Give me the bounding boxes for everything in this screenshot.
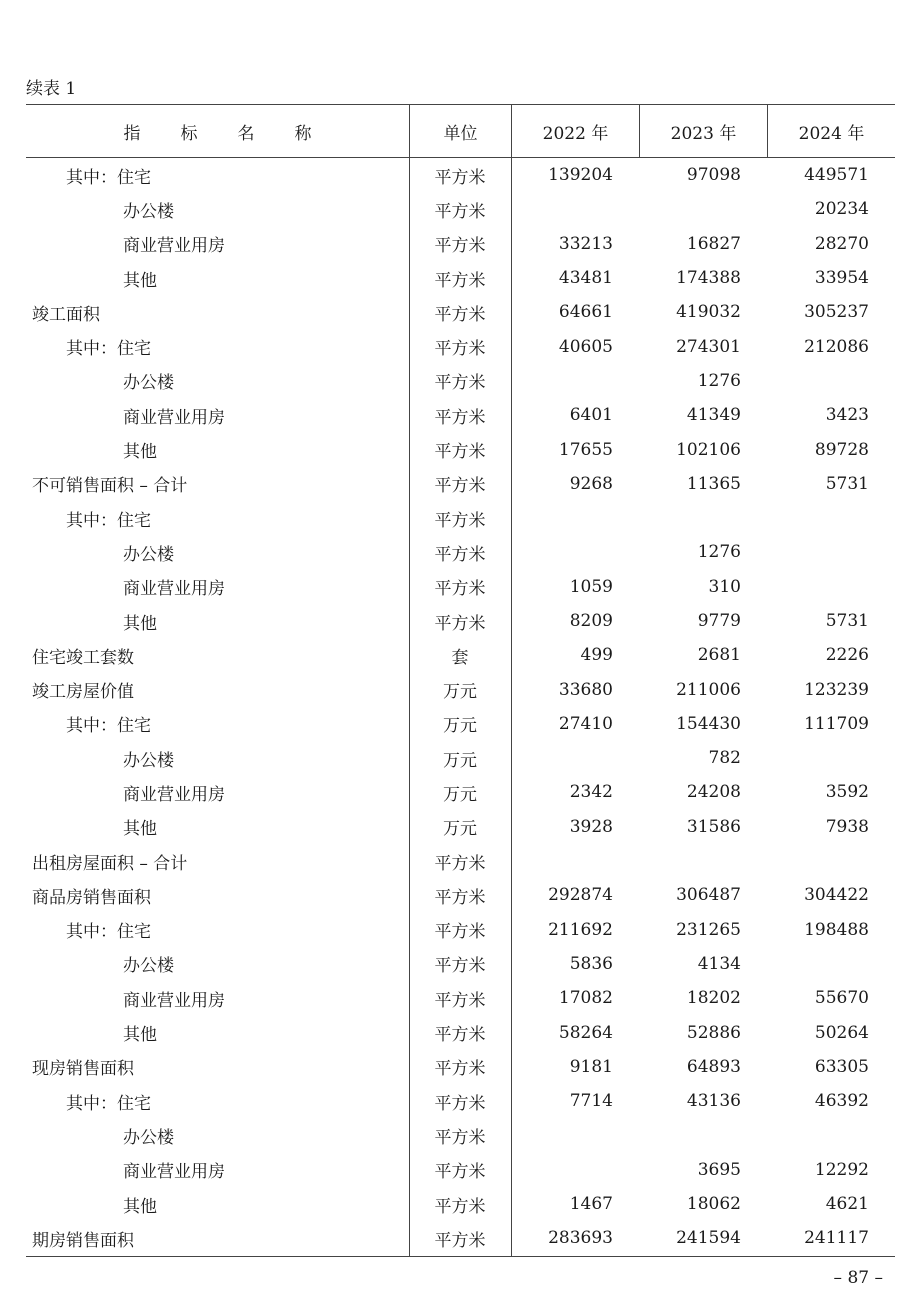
row-value-2023: 154430 xyxy=(676,713,741,734)
row-value-2022: 8209 xyxy=(569,611,613,631)
row-unit: 平方米 xyxy=(434,304,486,325)
row-unit: 平方米 xyxy=(434,1230,486,1251)
row-unit: 平方米 xyxy=(434,922,486,943)
row-value-2022: 292874 xyxy=(548,885,613,906)
row-unit: 万元 xyxy=(443,819,477,840)
row-value-2022: 9181 xyxy=(569,1056,613,1077)
data-table xyxy=(26,104,895,1257)
row-value-2022: 43481 xyxy=(558,268,613,289)
row-value-2022: 2342 xyxy=(569,782,613,803)
table-row xyxy=(26,707,895,741)
row-indicator-name: 其中：住宅 xyxy=(66,339,151,360)
row-value-2022: 64661 xyxy=(558,302,613,323)
row-indicator-name: 办公楼 xyxy=(123,956,174,977)
row-indicator-name: 其他 xyxy=(123,442,157,463)
row-value-2023: 102106 xyxy=(676,439,741,460)
row-value-2023: 52886 xyxy=(686,1022,741,1043)
row-value-2024: 46392 xyxy=(814,1091,869,1112)
row-value-2022: 33680 xyxy=(558,679,613,700)
row-indicator-name: 商品房销售面积 xyxy=(32,887,151,908)
table-row xyxy=(26,158,895,192)
table-row xyxy=(26,672,895,706)
row-unit: 万元 xyxy=(443,784,477,805)
table-body xyxy=(26,158,895,1256)
header-name-char: 标 xyxy=(180,123,198,144)
row-indicator-name: 其中：住宅 xyxy=(66,167,151,188)
table-row xyxy=(26,227,895,261)
table-row xyxy=(26,329,895,363)
table-row xyxy=(26,570,895,604)
row-value-2024: 89728 xyxy=(814,439,869,460)
table-row xyxy=(26,775,895,809)
header-year-2023: 2023 年 xyxy=(639,105,767,157)
row-value-2023: 9779 xyxy=(697,611,741,631)
row-unit: 平方米 xyxy=(434,476,486,497)
table-row xyxy=(26,1221,895,1255)
row-indicator-name: 办公楼 xyxy=(123,1127,174,1148)
row-value-2024: 111709 xyxy=(804,713,869,734)
row-value-2023: 274301 xyxy=(676,336,741,357)
row-value-2022: 5836 xyxy=(569,953,613,974)
row-value-2022: 1059 xyxy=(569,576,613,597)
row-value-2024: 2226 xyxy=(825,645,869,666)
table-header xyxy=(26,105,895,158)
row-value-2023: 31586 xyxy=(686,816,741,837)
table-row xyxy=(26,1153,895,1187)
row-value-2024: 12292 xyxy=(814,1159,869,1180)
row-unit: 平方米 xyxy=(434,956,486,977)
row-value-2023: 4134 xyxy=(697,953,741,974)
row-indicator-name: 商业营业用房 xyxy=(123,579,225,600)
row-unit: 万元 xyxy=(443,716,477,737)
row-value-2023: 11365 xyxy=(686,473,741,494)
row-value-2022: 9268 xyxy=(569,473,613,494)
row-value-2022: 17082 xyxy=(558,988,613,1009)
header-unit: 单位 xyxy=(409,105,511,157)
row-value-2024: 304422 xyxy=(804,885,869,906)
row-value-2022: 211692 xyxy=(548,919,613,940)
row-value-2022: 139204 xyxy=(548,165,613,186)
table-row xyxy=(26,1050,895,1084)
row-value-2023: 41349 xyxy=(686,405,741,426)
row-indicator-name: 不可销售面积 – 合计 xyxy=(32,476,188,497)
row-indicator-name: 出租房屋面积 – 合计 xyxy=(32,853,188,874)
table-caption: 续表 1 xyxy=(26,79,77,99)
header-name-char: 名 xyxy=(237,123,255,144)
row-value-2023: 43136 xyxy=(686,1091,741,1112)
row-unit: 平方米 xyxy=(434,442,486,463)
row-value-2023: 16827 xyxy=(686,233,741,254)
table-row xyxy=(26,741,895,775)
header-indicator-name xyxy=(26,105,409,157)
row-value-2024: 123239 xyxy=(804,679,869,700)
row-indicator-name: 商业营业用房 xyxy=(123,236,225,257)
row-indicator-name: 其他 xyxy=(123,1025,157,1046)
table-row xyxy=(26,467,895,501)
column-divider xyxy=(409,158,410,1256)
row-unit: 套 xyxy=(451,647,469,668)
row-value-2022: 33213 xyxy=(558,233,613,254)
row-indicator-name: 其他 xyxy=(123,1196,157,1217)
row-value-2022: 1467 xyxy=(569,1194,613,1215)
row-unit: 平方米 xyxy=(434,339,486,360)
header-name-char: 称 xyxy=(294,123,312,144)
row-indicator-name: 商业营业用房 xyxy=(123,990,225,1011)
row-unit: 平方米 xyxy=(434,544,486,565)
row-value-2023: 24208 xyxy=(686,782,741,803)
row-unit: 平方米 xyxy=(434,887,486,908)
row-value-2023: 2681 xyxy=(697,645,741,666)
header-name-char: 指 xyxy=(123,123,141,144)
table-row xyxy=(26,501,895,535)
table-row xyxy=(26,1118,895,1152)
row-value-2024: 20234 xyxy=(814,199,869,220)
row-unit: 平方米 xyxy=(434,1162,486,1183)
header-year-2024: 2024 年 xyxy=(767,105,895,157)
row-value-2024: 55670 xyxy=(814,988,869,1009)
row-unit: 平方米 xyxy=(434,510,486,531)
table-row xyxy=(26,844,895,878)
row-value-2023: 1276 xyxy=(697,370,741,391)
table-row xyxy=(26,364,895,398)
row-indicator-name: 其他 xyxy=(123,270,157,291)
table-row xyxy=(26,295,895,329)
table-row xyxy=(26,810,895,844)
row-value-2023: 419032 xyxy=(676,302,741,323)
table-row xyxy=(26,192,895,226)
row-value-2024: 241117 xyxy=(804,1228,869,1249)
row-unit: 平方米 xyxy=(434,167,486,188)
row-unit: 平方米 xyxy=(434,853,486,874)
row-unit: 平方米 xyxy=(434,1127,486,1148)
table-row xyxy=(26,947,895,981)
row-indicator-name: 其中：住宅 xyxy=(66,922,151,943)
row-indicator-name: 办公楼 xyxy=(123,750,174,771)
row-value-2022: 6401 xyxy=(569,405,613,426)
row-value-2024: 7938 xyxy=(825,816,869,837)
row-value-2023: 174388 xyxy=(676,268,741,289)
row-indicator-name: 商业营业用房 xyxy=(123,784,225,805)
column-divider xyxy=(511,158,512,1256)
row-value-2022: 3928 xyxy=(569,816,613,837)
row-indicator-name: 办公楼 xyxy=(123,201,174,222)
row-value-2024: 5731 xyxy=(825,473,869,494)
row-value-2023: 310 xyxy=(708,576,741,597)
row-value-2023: 3695 xyxy=(697,1159,741,1180)
table-row xyxy=(26,261,895,295)
row-unit: 平方米 xyxy=(434,1025,486,1046)
row-value-2022: 27410 xyxy=(558,713,613,734)
row-value-2024: 212086 xyxy=(804,336,869,357)
row-value-2023: 1276 xyxy=(697,542,741,563)
row-value-2023: 306487 xyxy=(676,885,741,906)
row-value-2024: 3592 xyxy=(825,782,869,803)
row-indicator-name: 竣工房屋价值 xyxy=(32,682,134,703)
row-value-2023: 231265 xyxy=(676,919,741,940)
row-value-2024: 63305 xyxy=(814,1056,869,1077)
row-indicator-name: 其中：住宅 xyxy=(66,716,151,737)
row-unit: 平方米 xyxy=(434,201,486,222)
row-unit: 平方米 xyxy=(434,407,486,428)
row-unit: 平方米 xyxy=(434,270,486,291)
row-value-2023: 241594 xyxy=(676,1228,741,1249)
row-indicator-name: 其中：住宅 xyxy=(66,1093,151,1114)
row-unit: 平方米 xyxy=(434,990,486,1011)
row-value-2022: 17655 xyxy=(558,439,613,460)
row-indicator-name: 办公楼 xyxy=(123,544,174,565)
table-row xyxy=(26,1084,895,1118)
header-year-2022: 2022 年 xyxy=(511,105,639,157)
row-indicator-name: 其他 xyxy=(123,613,157,634)
table-row xyxy=(26,638,895,672)
table-row xyxy=(26,1187,895,1221)
row-value-2022: 499 xyxy=(580,645,613,666)
row-value-2024: 28270 xyxy=(814,233,869,254)
table-row xyxy=(26,432,895,466)
row-indicator-name: 现房销售面积 xyxy=(32,1059,134,1080)
row-value-2024: 4621 xyxy=(825,1194,869,1215)
row-value-2024: 33954 xyxy=(814,268,869,289)
row-value-2023: 97098 xyxy=(686,165,741,186)
row-indicator-name: 期房销售面积 xyxy=(32,1230,134,1251)
row-value-2024: 198488 xyxy=(804,919,869,940)
row-value-2022: 40605 xyxy=(558,336,613,357)
row-indicator-name: 其中：住宅 xyxy=(66,510,151,531)
row-value-2022: 58264 xyxy=(558,1022,613,1043)
table-row xyxy=(26,604,895,638)
table-row xyxy=(26,398,895,432)
row-indicator-name: 其他 xyxy=(123,819,157,840)
row-value-2023: 211006 xyxy=(676,679,741,700)
row-value-2023: 18202 xyxy=(686,988,741,1009)
row-value-2024: 305237 xyxy=(804,302,869,323)
row-value-2024: 50264 xyxy=(814,1022,869,1043)
row-unit: 平方米 xyxy=(434,1093,486,1114)
row-value-2023: 64893 xyxy=(686,1056,741,1077)
row-value-2022: 283693 xyxy=(548,1228,613,1249)
table-row xyxy=(26,981,895,1015)
row-unit: 平方米 xyxy=(434,236,486,257)
row-unit: 平方米 xyxy=(434,373,486,394)
row-indicator-name: 住宅竣工套数 xyxy=(32,647,134,668)
row-value-2024: 5731 xyxy=(825,611,869,631)
row-value-2024: 449571 xyxy=(804,165,869,186)
row-unit: 平方米 xyxy=(434,613,486,634)
row-value-2023: 18062 xyxy=(686,1194,741,1215)
row-unit: 万元 xyxy=(443,750,477,771)
row-unit: 平方米 xyxy=(434,1059,486,1080)
row-indicator-name: 竣工面积 xyxy=(32,304,100,325)
row-unit: 平方米 xyxy=(434,1196,486,1217)
row-indicator-name: 办公楼 xyxy=(123,373,174,394)
page-number: – 87 – xyxy=(833,1268,883,1288)
table-row xyxy=(26,913,895,947)
row-unit: 万元 xyxy=(443,682,477,703)
row-indicator-name: 商业营业用房 xyxy=(123,1162,225,1183)
table-row xyxy=(26,878,895,912)
row-value-2023: 782 xyxy=(708,748,741,769)
row-value-2024: 3423 xyxy=(825,405,869,426)
row-unit: 平方米 xyxy=(434,579,486,600)
row-value-2022: 7714 xyxy=(569,1091,613,1112)
table-row xyxy=(26,1015,895,1049)
row-indicator-name: 商业营业用房 xyxy=(123,407,225,428)
table-row xyxy=(26,535,895,569)
